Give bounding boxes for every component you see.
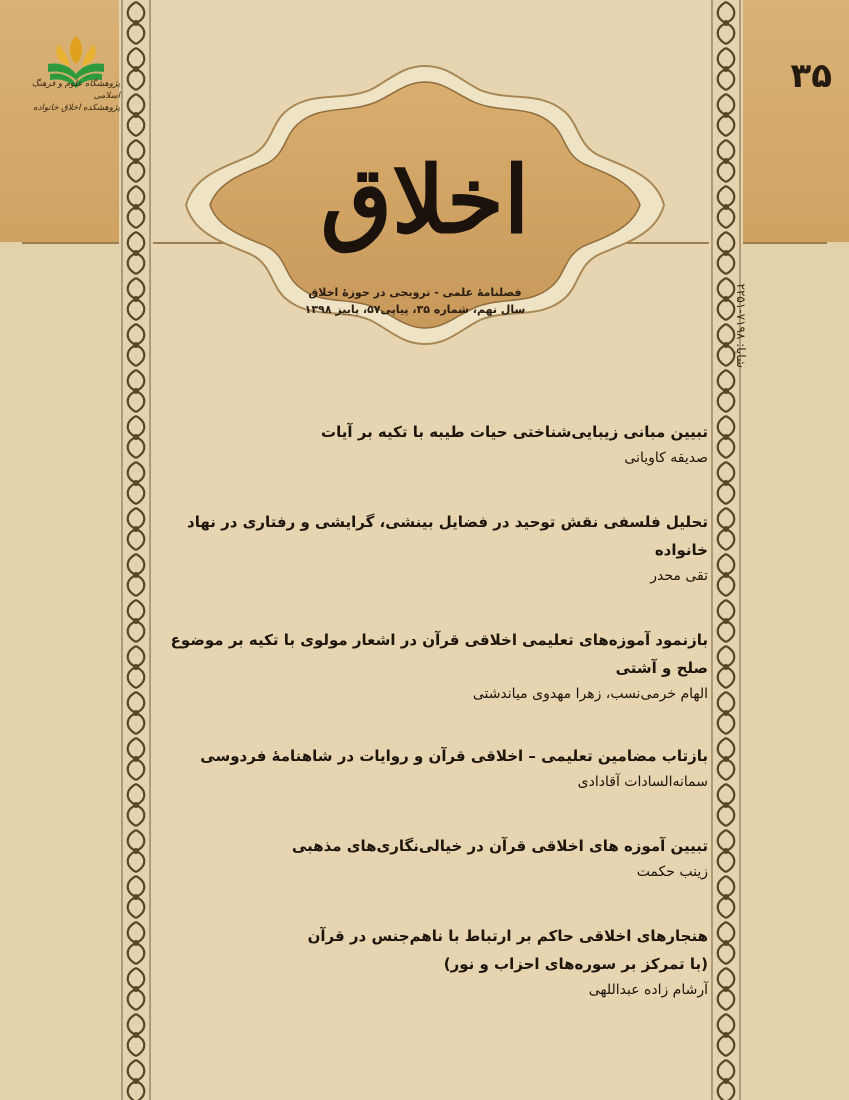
institution-line-2: پژوهشکده اخلاق خانواده [33,103,120,113]
article-item [160,626,708,706]
institution-name [10,78,120,114]
article-author: صدیقه کاویانی [624,450,708,466]
article-author: آرشام زاده عبداللهی [588,982,708,998]
institution-line-1: پژوهشگاه علوم و فرهنگ اسلامی [31,79,120,101]
subtitle-line-1: فصلنامهٔ علمی - ترویجی در حوزهٔ اخلاق [308,286,522,299]
article-author: زینب حکمت [636,864,708,880]
right-ornamental-border [709,0,743,1100]
article-author: تقی محدر [650,568,708,584]
article-item [160,508,708,588]
article-title: هنجارهای اخلاقی حاکم بر ارتباط با ناهم‌جنس در قرآن [307,927,708,945]
article-title: بازنمود آموزه‌های تعلیمی اخلاقی قرآن در اشعار مولوی با تکیه بر موضوع صلح و آشتی [170,631,708,677]
table-of-contents [160,418,708,1002]
journal-title: اخلاق [320,146,530,254]
article-title: تحلیل فلسفی نقش توحید در فضایل بینشی، گرایشی و رفتاری در نهاد خانواده [187,513,708,559]
article-item [160,922,708,1002]
issue-number: ۳۵ [790,56,832,96]
subtitle-line-2: سال نهم، شماره ۳۵، پیاپی۵۷، پاییز ۱۳۹۸ [304,303,526,316]
article-title: تبیین آموزه های اخلاقی قرآن در خیالی‌نگاری‌های مذهبی [291,837,708,855]
article-title: تبیین مبانی زیبایی‌شناختی حیات طیبه با تکیه بر آیات [321,423,708,441]
article-author: الهام خرمی‌نسب، زهرا مهدوی میاندشتی [472,686,708,702]
issn-label: شاپا: ۷۱۹۸-۲۲۵۱ [734,283,748,368]
article-author: سمانه‌السادات آقادادی [577,774,708,790]
article-item [160,742,708,794]
left-ornamental-border [119,0,153,1100]
article-title-continued: (با تمرکز بر سوره‌های احزاب و نور) [443,955,708,973]
article-item [160,418,708,470]
article-item [160,832,708,884]
article-title: بازتاب مضامین تعلیمی – اخلاقی قرآن و روایات در شاهنامهٔ فردوسی [200,747,708,765]
journal-subtitle [290,284,540,318]
